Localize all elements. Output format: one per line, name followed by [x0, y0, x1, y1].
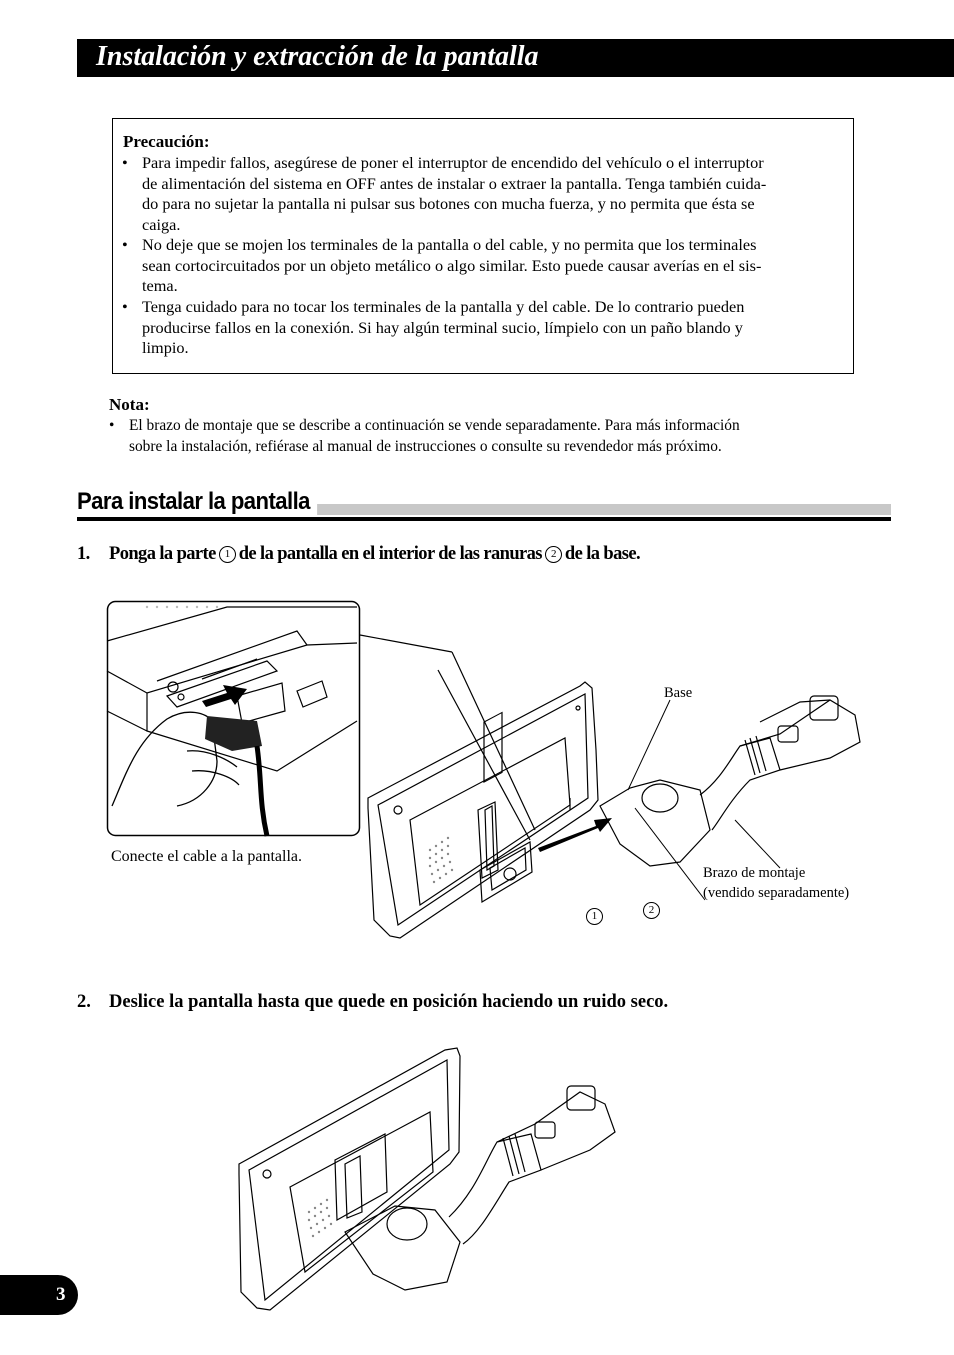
- section-title: Para instalar la pantalla: [77, 487, 317, 517]
- caution-heading: Precaución:: [123, 132, 210, 151]
- base-label: Base: [664, 685, 693, 701]
- caution-line: sean cortocircuitados por un objeto metálico o algo similar. Esto puede causar averías en el sis-: [142, 255, 762, 275]
- section-rule: [77, 517, 891, 521]
- caution-item-3: [122, 297, 745, 359]
- caution-line: Tenga cuidado para no tocar los terminales de la pantalla y del cable. De lo contrario pueden: [142, 297, 745, 316]
- step-text: de la pantalla en el interior de las ranuras: [238, 544, 542, 564]
- step-1: [77, 543, 640, 565]
- page-number: 3: [56, 1284, 66, 1305]
- caution-item-1: [122, 153, 767, 235]
- caution-line: tema.: [142, 276, 178, 295]
- section-heading: [77, 487, 891, 524]
- caution-line: No deje que se mojen los terminales de la pantalla o del cable, y no permita que los terminales: [142, 235, 757, 254]
- cable-connection-illustration: [107, 601, 360, 836]
- page-title-bar: [77, 39, 954, 77]
- page-title: Instalación y extracción de la pantalla: [96, 41, 539, 72]
- bullet-icon: •: [122, 297, 128, 316]
- step-text: Deslice la pantalla hasta que quede en posición haciendo un ruido seco.: [109, 992, 669, 1012]
- caution-line: caiga.: [142, 214, 181, 234]
- caution-line: producirse fallos en la conexión. Si hay algún terminal sucio, límpielo con un paño blando y: [142, 317, 743, 337]
- callout-1: 1: [586, 908, 603, 925]
- arm-label-note: (vendido separadamente): [703, 885, 850, 901]
- caution-line: do para no sujetar la pantalla ni pulsar sus botones con mucha fuerza, y no permita que ésta se: [142, 194, 755, 213]
- page-number-tab: [0, 1275, 78, 1315]
- caution-line: Para impedir fallos, asegúrese de poner el interruptor de encendido del vehículo o el interruptor: [142, 153, 764, 172]
- caution-line: limpio.: [142, 338, 189, 357]
- bullet-icon: •: [122, 235, 128, 254]
- inset-caption: Conecte el cable a la pantalla.: [111, 848, 303, 865]
- caution-line: de alimentación del sistema en OFF antes de instalar o extraer la pantalla. Tenga también cuida-: [142, 173, 767, 193]
- step-text: de la base.: [564, 544, 641, 564]
- arm-label: Brazo de montaje: [703, 865, 806, 881]
- mounted-display-illustration: [235, 1042, 630, 1317]
- caution-item-2: [122, 235, 762, 297]
- caution-box: [112, 118, 854, 374]
- step-2: [77, 991, 668, 1013]
- step-number: 1.: [77, 544, 90, 564]
- bullet-icon: •: [109, 417, 115, 434]
- circled-number-icon: 2: [545, 546, 562, 563]
- note-item: [109, 415, 864, 457]
- circled-number-icon: 1: [219, 546, 236, 563]
- note-line: El brazo de montaje que se describe a continuación se vende separadamente. Para más información: [129, 417, 740, 434]
- note-line: sobre la instalación, refiérase al manual de instrucciones o consulte su revendedor más próximo.: [129, 438, 722, 455]
- callout-2: 2: [643, 902, 660, 919]
- step-number: 2.: [77, 992, 91, 1012]
- bullet-icon: •: [122, 153, 128, 172]
- note-heading: Nota:: [109, 395, 150, 414]
- step-text: Ponga la parte: [109, 544, 216, 564]
